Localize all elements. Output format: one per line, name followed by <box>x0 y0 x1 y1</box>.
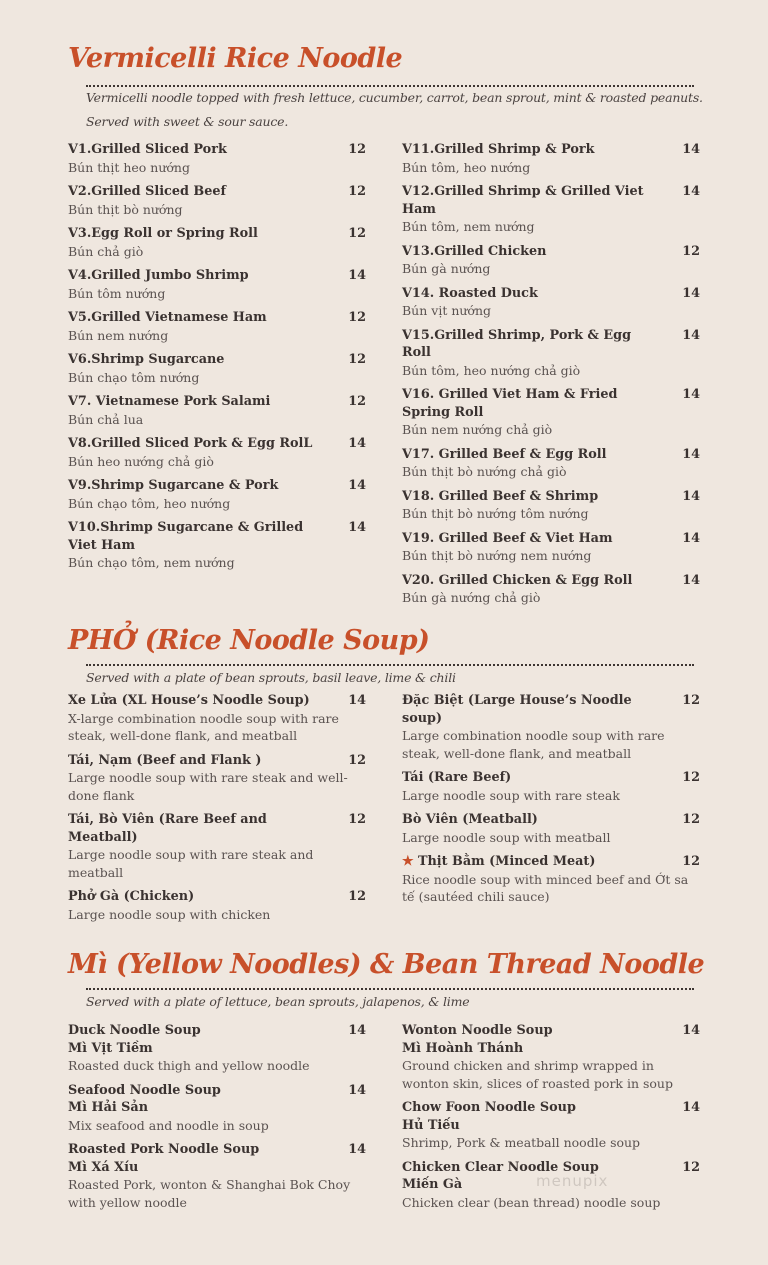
item-name-text: Duck Noodle Soup <box>68 1023 201 1038</box>
item-name <box>402 530 700 548</box>
item-name <box>68 1082 366 1100</box>
item-name <box>68 141 366 159</box>
menu-item <box>68 811 366 881</box>
item-name <box>68 183 366 201</box>
menu-item <box>68 141 366 176</box>
item-price: 14 <box>348 268 366 283</box>
menu-item <box>68 519 366 572</box>
item-price: 14 <box>348 1023 366 1038</box>
menu-item <box>402 488 700 523</box>
item-price: 12 <box>348 752 366 768</box>
item-price: 12 <box>682 854 700 869</box>
item-name-text: V18. Grilled Beef & Shrimp <box>402 488 599 504</box>
item-name-text: Thịt Bằm (Minced Meat) <box>417 854 596 869</box>
item-vietnamese-name: Bún tôm nướng <box>68 285 166 301</box>
item-price: 14 <box>682 488 700 504</box>
item-name <box>402 853 700 871</box>
watermark: menupix <box>536 1172 609 1190</box>
item-name-text: V14. Roasted Duck <box>402 285 538 301</box>
right-column <box>402 141 700 614</box>
item-columns <box>68 1022 700 1242</box>
pho-section <box>68 624 700 922</box>
item-name <box>68 692 366 710</box>
menu-item <box>402 853 700 906</box>
item-price: 14 <box>682 142 700 157</box>
item-name-text: V13.Grilled Chicken <box>402 243 547 259</box>
menu-item <box>402 327 700 380</box>
item-price: 12 <box>682 770 700 785</box>
menu-item <box>68 225 366 260</box>
item-name <box>68 1141 366 1159</box>
menu-item <box>68 1082 366 1135</box>
item-name <box>402 327 700 362</box>
menu-item <box>402 243 700 278</box>
item-name <box>68 393 366 411</box>
menu-item <box>402 141 700 176</box>
item-vietnamese-name: Bún thịt bò nướng <box>68 201 183 217</box>
section-title: Mì (Yellow Noodles) & Bean Thread Noodle <box>68 949 705 980</box>
item-name <box>402 446 700 464</box>
menu-item <box>402 1022 700 1092</box>
item-name-text: Chicken Clear Noodle Soup <box>402 1159 599 1175</box>
item-name <box>402 1099 700 1117</box>
vermicelli-section <box>68 42 703 605</box>
item-price: 12 <box>348 310 366 325</box>
item-name-text: Tái, Nạm (Beef and Flank ) <box>68 752 262 768</box>
menu-item <box>402 446 700 481</box>
item-description: Shrimp, Pork & meatball noodle soup <box>402 1135 641 1150</box>
item-name <box>68 1022 366 1040</box>
item-price: 14 <box>348 1142 366 1157</box>
item-name <box>68 351 366 369</box>
item-price: 12 <box>682 1159 700 1175</box>
menu-item <box>68 393 366 428</box>
item-price: 12 <box>682 693 700 708</box>
left-column <box>68 1022 366 1218</box>
item-price: 14 <box>682 1023 700 1038</box>
item-vietnamese-name: Bún thịt bò nướng tôm nướng <box>402 506 589 521</box>
item-name-text: Bò Viên (Meatball) <box>402 812 538 827</box>
item-vietnamese-name: Bún tôm, heo nướng chả giò <box>402 362 581 378</box>
item-description: X-large combination noodle soup with rare steak, well-done flank, and meatball <box>68 710 339 743</box>
menu-item <box>402 183 700 236</box>
menu-item <box>402 811 700 846</box>
item-name <box>68 888 366 906</box>
item-price: 14 <box>682 1100 700 1115</box>
item-name-text: V6.Shrimp Sugarcane <box>68 352 225 367</box>
item-price: 14 <box>348 1082 366 1098</box>
item-description: Mix seafood and noodle in soup <box>68 1117 269 1133</box>
item-price: 14 <box>682 285 700 301</box>
item-name-text: V17. Grilled Beef & Egg Roll <box>402 446 607 462</box>
item-price: 12 <box>348 889 366 904</box>
item-price: 12 <box>348 184 366 199</box>
item-description: Large noodle soup with rare steak and well-done flank <box>68 770 348 803</box>
item-name <box>402 1022 700 1040</box>
item-name-text: V1.Grilled Sliced Pork <box>68 142 227 157</box>
menu-item <box>68 435 366 470</box>
item-price: 14 <box>348 693 366 708</box>
item-vietnamese-name: Bún heo nướng chả giò <box>68 453 214 469</box>
item-name-text: Phở Gà (Chicken) <box>68 889 195 904</box>
menu-item <box>68 351 366 386</box>
item-name <box>402 386 700 421</box>
item-name-text: V3.Egg Roll or Spring Roll <box>68 226 258 241</box>
item-name-text: V12.Grilled Shrimp & Grilled Viet Ham <box>402 184 644 217</box>
item-name-text: V2.Grilled Sliced Beef <box>68 184 226 199</box>
left-column <box>68 692 366 930</box>
item-vietnamese-name: Bún chạo tôm, heo nướng <box>68 495 231 511</box>
section-title: PHỞ (Rice Noodle Soup) <box>68 625 430 656</box>
item-columns <box>68 141 700 605</box>
item-name-text: V10.Shrimp Sugarcane & Grilled Viet Ham <box>68 520 304 553</box>
left-column <box>68 141 366 579</box>
item-description: Large noodle soup with chicken <box>68 906 271 922</box>
menu-item <box>68 309 366 344</box>
item-name-text: V7. Vietnamese Pork Salami <box>68 394 271 409</box>
item-name <box>68 752 366 770</box>
menu-item <box>68 267 366 302</box>
item-description: Large noodle soup with rare steak and meatball <box>68 847 314 880</box>
item-name <box>402 488 700 506</box>
item-name-text: V8.Grilled Sliced Pork & Egg RolL <box>68 436 313 451</box>
item-name-text: V19. Grilled Beef & Viet Ham <box>402 530 613 546</box>
item-vietnamese-name: Bún tôm, nem nướng <box>402 219 535 234</box>
item-price: 12 <box>682 243 700 259</box>
item-name-text: V16. Grilled Viet Ham & Fried Spring Roll <box>402 387 618 420</box>
item-price: 12 <box>348 394 366 409</box>
item-price: 14 <box>682 327 700 343</box>
item-name <box>402 811 700 829</box>
item-vietnamese-name: Bún chả giò <box>68 243 144 259</box>
item-name <box>68 435 366 453</box>
item-vietnamese-name: Bún chả lua <box>68 411 144 427</box>
item-name <box>402 183 700 218</box>
item-vietnamese-name: Bún thịt bò nướng chả giò <box>402 464 567 479</box>
item-vietnamese-name: Bún chạo tôm nướng <box>68 369 200 385</box>
right-column <box>402 692 700 913</box>
item-name-text: V20. Grilled Chicken & Egg Roll <box>402 572 633 588</box>
item-description: Chicken clear (bean thread) noodle soup <box>402 1194 661 1210</box>
item-price: 12 <box>348 812 366 827</box>
item-name <box>68 811 366 846</box>
menu-item <box>68 1022 366 1075</box>
item-vietnamese-name: Bún thịt heo nướng <box>68 159 190 175</box>
item-price: 12 <box>348 226 366 241</box>
item-name-text: Roasted Pork Noodle Soup <box>68 1142 260 1157</box>
item-name <box>402 769 700 787</box>
item-name-text: V4.Grilled Jumbo Shrimp <box>68 268 249 283</box>
menu-item <box>402 1099 700 1152</box>
item-vietnamese-name: Mì Hoành Thánh <box>402 1040 524 1056</box>
item-price: 14 <box>682 446 700 462</box>
menu-item <box>402 692 700 762</box>
item-name-text: Tái, Bò Viên (Rare Beef and Meatball) <box>68 812 267 845</box>
item-vietnamese-name: Bún tôm, heo nướng <box>402 159 531 175</box>
item-description: Large noodle soup with rare steak <box>402 787 620 803</box>
item-vietnamese-name: Miến Gà <box>402 1177 463 1192</box>
item-name <box>68 309 366 327</box>
item-vietnamese-name: Bún chạo tôm, nem nướng <box>68 555 235 570</box>
item-description: Rice noodle soup with minced beef and Ớt sa tế (sautéed chili sauce) <box>402 871 689 904</box>
item-vietnamese-name: Mì Vịt Tiềm <box>68 1040 153 1056</box>
item-name-text: V15.Grilled Shrimp, Pork & Egg Roll <box>402 327 632 360</box>
item-name <box>68 519 366 554</box>
item-vietnamese-name: Bún thịt bò nướng nem nướng <box>402 548 592 563</box>
menu-item <box>68 888 366 923</box>
item-name <box>402 692 700 727</box>
item-name-text: V5.Grilled Vietnamese Ham <box>68 310 267 325</box>
item-price: 14 <box>348 520 366 535</box>
menu-item <box>402 572 700 607</box>
item-columns <box>68 692 700 922</box>
item-name <box>402 243 700 261</box>
item-name <box>402 141 700 159</box>
item-vietnamese-name: Bún nem nướng chả giò <box>402 422 553 437</box>
item-name <box>402 572 700 590</box>
item-price: 14 <box>348 478 366 493</box>
item-price: 14 <box>682 572 700 588</box>
item-name-text: Xe Lửa (XL House’s Noodle Soup) <box>68 693 310 708</box>
item-price: 14 <box>682 530 700 546</box>
item-name-text: Tái (Rare Beef) <box>402 770 512 785</box>
item-price: 14 <box>348 436 366 451</box>
item-name-text: V9.Shrimp Sugarcane & Pork <box>68 478 279 493</box>
item-vietnamese-name: Mì Xá Xíu <box>68 1159 139 1175</box>
item-name <box>402 285 700 303</box>
menu-item <box>68 692 366 745</box>
item-description: Ground chicken and shrimp wrapped in wonton skin, slices of roasted pork in soup <box>402 1058 673 1091</box>
item-description: Large combination noodle soup with rare steak, well-done flank, and meatball <box>402 728 665 761</box>
item-name-text: V11.Grilled Shrimp & Pork <box>402 142 595 157</box>
item-price: 14 <box>682 184 700 199</box>
item-description: Large noodle soup with meatball <box>402 829 611 845</box>
item-description: Roasted duck thigh and yellow noodle <box>68 1058 310 1073</box>
menu-item <box>402 285 700 320</box>
item-vietnamese-name: Mì Hải Sản <box>68 1100 149 1115</box>
item-name <box>68 267 366 285</box>
menu-item <box>402 386 700 439</box>
item-name <box>68 225 366 243</box>
item-price: 14 <box>682 387 700 402</box>
menu-item <box>68 752 366 805</box>
item-name-text: Chow Foon Noodle Soup <box>402 1100 576 1115</box>
item-price: 12 <box>348 352 366 367</box>
item-description: Roasted Pork, wonton & Shanghai Bok Choy with yellow noodle <box>68 1177 351 1210</box>
item-name-text: Seafood Noodle Soup <box>68 1082 221 1098</box>
item-vietnamese-name: Hủ Tiếu <box>402 1117 460 1133</box>
menu-item <box>402 530 700 565</box>
star-icon: ★ <box>402 854 414 869</box>
item-name-text: Wonton Noodle Soup <box>402 1023 553 1038</box>
item-name <box>68 477 366 495</box>
section-title: Vermicelli Rice Noodle <box>68 43 403 74</box>
section-subtitle: Served with a plate of lettuce, bean sprouts, jalapenos, & lime <box>86 994 470 1009</box>
item-name-text: Đặc Biệt (Large House’s Noodle soup) <box>402 693 632 726</box>
mi-section <box>68 948 705 1242</box>
item-vietnamese-name: Bún gà nướng <box>402 261 491 276</box>
item-price: 12 <box>348 142 366 157</box>
menu-item <box>402 769 700 804</box>
menu-item <box>68 477 366 512</box>
section-subtitle: Served with a plate of bean sprouts, basil leave, lime & chili <box>86 670 456 685</box>
item-price: 12 <box>682 812 700 827</box>
menu-item <box>68 1141 366 1211</box>
item-vietnamese-name: Bún vịt nướng <box>402 303 491 318</box>
item-vietnamese-name: Bún gà nướng chả giò <box>402 590 541 605</box>
section-subtitle: Vermicelli noodle topped with fresh lettuce, cucumber, carrot, bean sprout, mint & roasted peanuts. <box>86 90 703 105</box>
menu-item <box>68 183 366 218</box>
section-subtitle: Served with sweet & sour sauce. <box>86 114 289 129</box>
item-vietnamese-name: Bún nem nướng <box>68 327 169 343</box>
